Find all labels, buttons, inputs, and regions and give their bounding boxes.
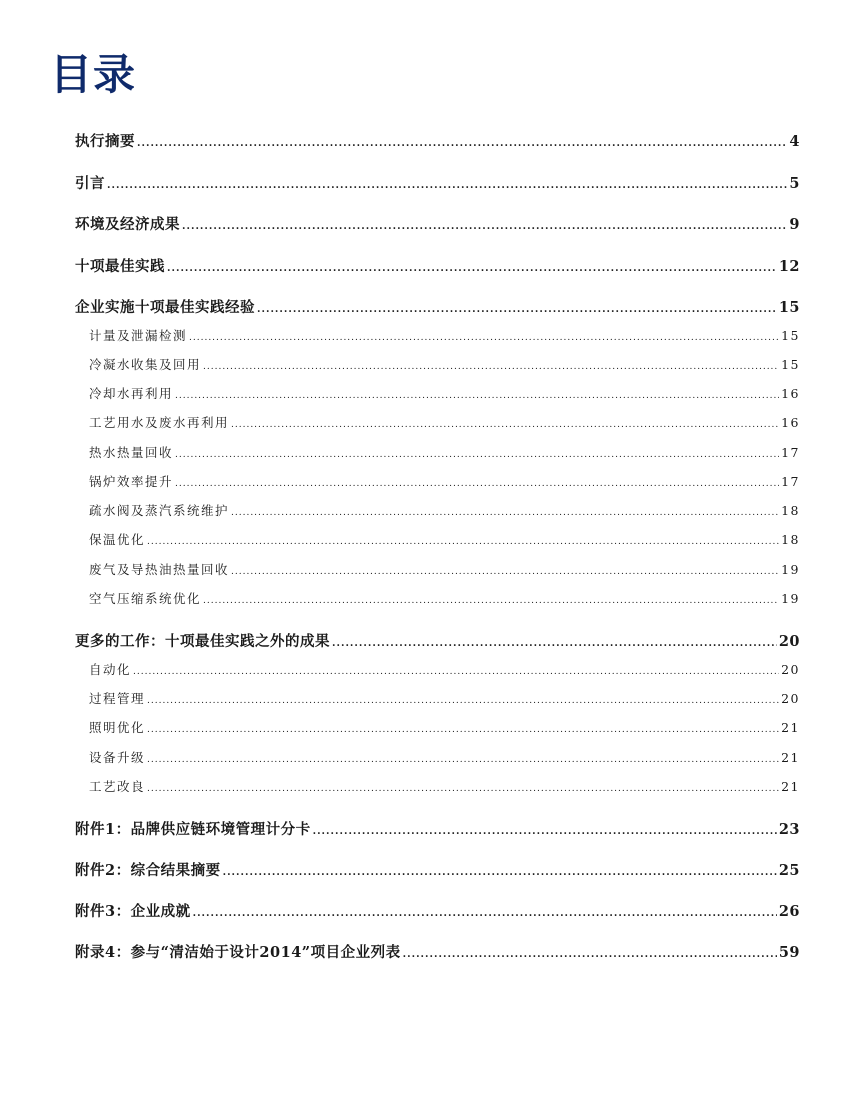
toc-entry-label: 附件1：品牌供应链环境管理计分卡 (75, 821, 311, 838)
toc-subentry[interactable] (89, 748, 800, 766)
toc-entry-label: 十项最佳实践 (75, 258, 165, 275)
dot-leader (133, 662, 779, 677)
toc-subentry[interactable] (89, 355, 800, 373)
toc-entry-label: 更多的工作：十项最佳实践之外的成果 (75, 633, 330, 650)
dot-leader (193, 903, 777, 920)
toc-entry-label: 设备升级 (89, 750, 146, 765)
toc-entry[interactable] (75, 900, 800, 921)
dot-leader (189, 328, 779, 343)
dot-leader (231, 503, 779, 518)
toc-entry-page: 20 (781, 691, 800, 706)
toc-entry[interactable] (75, 818, 800, 839)
toc-entry-page: 25 (778, 862, 800, 879)
dot-leader (147, 720, 779, 735)
dot-leader (137, 133, 787, 150)
toc-entry-label: 企业实施十项最佳实践经验 (75, 299, 255, 316)
toc-entry-page: 15 (778, 299, 800, 316)
toc-entry-label: 空气压缩系统优化 (89, 591, 202, 606)
toc-subentry[interactable] (89, 384, 800, 402)
toc-subentry[interactable] (89, 472, 800, 490)
toc-entry-label: 工艺用水及废水再利用 (89, 415, 230, 430)
toc-subentry[interactable] (89, 718, 800, 736)
toc-entry-label: 附件3：企业成就 (75, 903, 191, 920)
dot-leader (107, 175, 787, 192)
toc-entry-page: 19 (781, 591, 800, 606)
dot-leader (403, 944, 777, 961)
dot-leader (175, 474, 779, 489)
toc-entry-page: 9 (789, 216, 800, 233)
toc-entry-label: 保温优化 (89, 532, 146, 547)
toc-subentry[interactable] (89, 660, 800, 678)
toc-entry[interactable] (75, 213, 800, 234)
toc-entry-page: 16 (781, 415, 800, 430)
toc-entry-label: 过程管理 (89, 691, 146, 706)
toc-entry-label: 执行摘要 (75, 133, 135, 150)
toc-entry-page: 17 (781, 474, 800, 489)
toc-entry-page: 15 (781, 328, 800, 343)
toc-entry[interactable] (75, 296, 800, 317)
toc-subentry[interactable] (89, 326, 800, 344)
toc-subentry[interactable] (89, 501, 800, 519)
toc-subentry[interactable] (89, 777, 800, 795)
dot-leader (175, 386, 779, 401)
toc-entry-page: 21 (781, 750, 800, 765)
toc-entry-page: 20 (781, 662, 800, 677)
dot-leader (231, 562, 779, 577)
toc-entry-label: 环境及经济成果 (75, 216, 180, 233)
toc-entry-label: 附录4：参与“清洁始于设计2014”项目企业列表 (75, 944, 401, 961)
dot-leader (175, 445, 779, 460)
dot-leader (257, 299, 777, 316)
dot-leader (203, 357, 779, 372)
toc-entry[interactable] (75, 130, 800, 151)
toc-entry-label: 热水热量回收 (89, 445, 174, 460)
toc-subentry[interactable] (89, 560, 800, 578)
toc-entry[interactable] (75, 255, 800, 276)
page-title: 目录 (50, 50, 137, 99)
toc-entry-page: 15 (781, 357, 800, 372)
toc-entry-page: 18 (781, 503, 800, 518)
toc-entry-page: 21 (781, 779, 800, 794)
toc-entry[interactable] (75, 630, 800, 651)
toc-entry-label: 疏水阀及蒸汽系统维护 (89, 503, 230, 518)
toc-entry-page: 12 (778, 258, 800, 275)
dot-leader (147, 691, 779, 706)
toc-entry-page: 18 (781, 532, 800, 547)
toc-entry[interactable] (75, 859, 800, 880)
dot-leader (147, 532, 779, 547)
toc-entry-label: 工艺改良 (89, 779, 146, 794)
toc-entry[interactable] (75, 941, 800, 962)
toc-subentry[interactable] (89, 589, 800, 607)
toc-entry-label: 附件2：综合结果摘要 (75, 862, 221, 879)
dot-leader (203, 591, 779, 606)
toc-entry-label: 锅炉效率提升 (89, 474, 174, 489)
dot-leader (182, 216, 787, 233)
toc-entry-page: 23 (778, 821, 800, 838)
toc-subentry[interactable] (89, 443, 800, 461)
toc-subentry[interactable] (89, 413, 800, 431)
dot-leader (332, 633, 777, 650)
toc-entry-page: 59 (778, 944, 800, 961)
toc-entry-page: 17 (781, 445, 800, 460)
dot-leader (223, 862, 777, 879)
toc-entry-label: 废气及导热油热量回收 (89, 562, 230, 577)
toc-entry-page: 16 (781, 386, 800, 401)
dot-leader (313, 821, 777, 838)
dot-leader (147, 779, 779, 794)
toc-entry-page: 20 (778, 633, 800, 650)
toc-entry-page: 5 (789, 175, 800, 192)
toc-entry-label: 计量及泄漏检测 (89, 328, 188, 343)
toc-entry-page: 26 (778, 903, 800, 920)
toc-entry[interactable] (75, 172, 800, 193)
toc-entry-label: 照明优化 (89, 720, 146, 735)
toc-entry-label: 冷凝水收集及回用 (89, 357, 202, 372)
toc-subentry[interactable] (89, 689, 800, 707)
toc-subentry[interactable] (89, 530, 800, 548)
toc-entry-page: 21 (781, 720, 800, 735)
toc-entry-page: 4 (789, 133, 800, 150)
dot-leader (231, 415, 779, 430)
toc-entry-page: 19 (781, 562, 800, 577)
toc-entry-label: 自动化 (89, 662, 132, 677)
dot-leader (147, 750, 779, 765)
dot-leader (167, 258, 777, 275)
toc-entry-label: 冷却水再利用 (89, 386, 174, 401)
toc-entry-label: 引言 (75, 175, 105, 192)
